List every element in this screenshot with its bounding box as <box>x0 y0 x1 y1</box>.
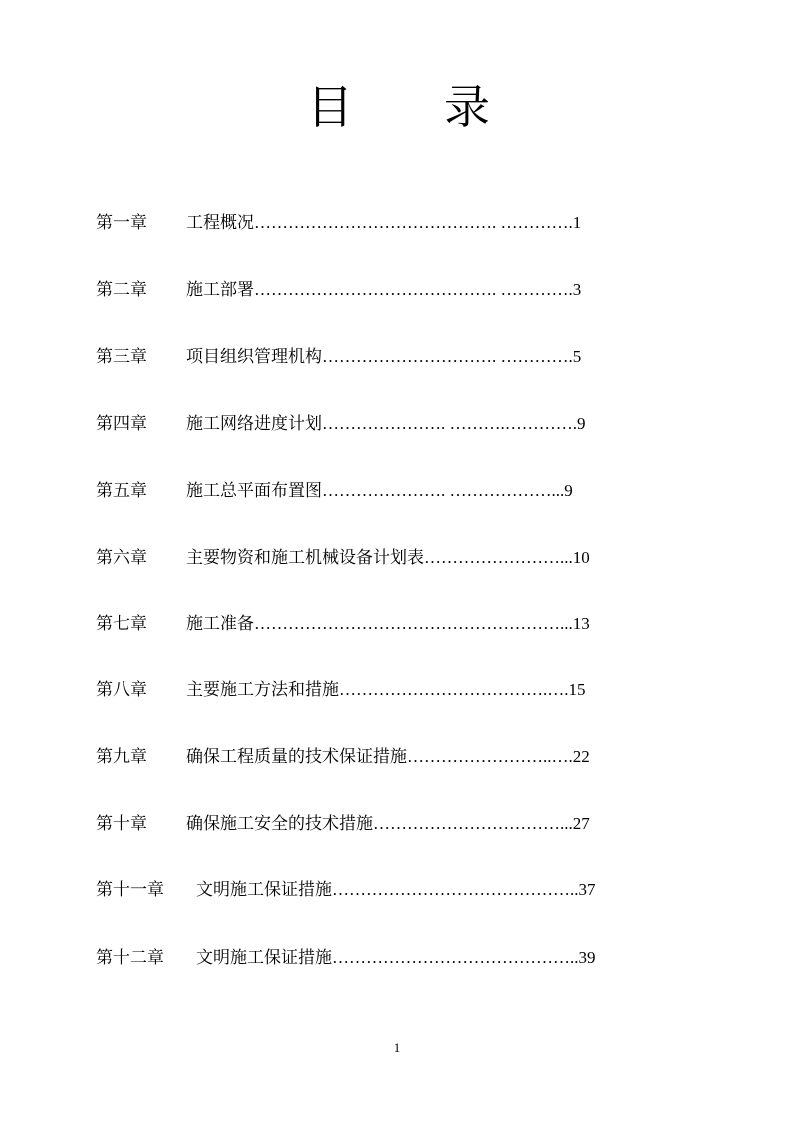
toc-leader-dots: ……………………………………. <box>332 948 575 967</box>
toc-entry-chapter-11[interactable] <box>96 877 596 903</box>
toc-page-number: .13 <box>568 614 590 633</box>
toc-entry-chapter-6[interactable] <box>96 545 590 571</box>
toc-entry-chapter-5[interactable] <box>96 478 573 504</box>
toc-leader-dots: ……………………………………………….. <box>254 614 569 633</box>
toc-title: 工程概况 <box>186 213 254 233</box>
toc-title: 施工准备 <box>186 614 254 634</box>
page-title-char-1: 目 <box>307 80 353 134</box>
toc-entry-chapter-3[interactable] <box>96 344 581 370</box>
toc-title: 文明施工保证措施 <box>196 880 332 900</box>
toc-title: 确保工程质量的技术保证措施 <box>186 747 407 767</box>
toc-title: 施工部署 <box>186 280 254 300</box>
toc-leader-dots: …………………………….. <box>373 814 569 833</box>
toc-page-number: .9 <box>572 414 586 433</box>
toc-entry-chapter-2[interactable] <box>96 277 581 303</box>
toc-chapter-label: 第五章 <box>96 481 147 501</box>
toc-chapter-label: 第十章 <box>96 814 147 834</box>
toc-page-number: .15 <box>564 680 586 699</box>
toc-entry-chapter-4[interactable] <box>96 411 586 437</box>
toc-page-number: .9 <box>560 481 573 500</box>
toc-chapter-label: 第二章 <box>96 280 147 300</box>
toc-chapter-label: 第十一章 <box>96 880 164 900</box>
toc-chapter-label: 第六章 <box>96 548 147 568</box>
toc-page-number: .27 <box>568 814 590 833</box>
toc-leader-dots: …………………….. <box>424 548 569 567</box>
toc-page-number: .39 <box>574 948 596 967</box>
toc-leader-dots: ……………………..… <box>407 747 569 766</box>
toc-entry-chapter-10[interactable] <box>96 811 590 837</box>
toc-chapter-label: 第三章 <box>96 347 147 367</box>
toc-entry-chapter-9[interactable] <box>96 744 590 770</box>
toc-entry-chapter-7[interactable] <box>96 611 590 637</box>
toc-page-number: .10 <box>568 548 590 567</box>
toc-chapter-label: 第九章 <box>96 747 147 767</box>
toc-page-number: .22 <box>568 747 590 766</box>
page-title <box>0 76 794 138</box>
toc-chapter-label: 第八章 <box>96 680 147 700</box>
toc-leader-dots: …………………. ……………….. <box>322 481 560 500</box>
toc-chapter-label: 第七章 <box>96 614 147 634</box>
toc-title: 文明施工保证措施 <box>196 948 332 968</box>
toc-leader-dots: …………………………. ………… <box>322 347 569 366</box>
toc-title: 项目组织管理机构 <box>186 347 322 367</box>
toc-title: 确保施工安全的技术措施 <box>186 814 373 834</box>
toc-page-number: .5 <box>568 347 582 366</box>
page-number: 1 <box>393 1040 401 1055</box>
toc-chapter-label: 第十二章 <box>96 948 164 968</box>
toc-page-number: .1 <box>568 213 582 232</box>
toc-chapter-label: 第一章 <box>96 213 147 233</box>
toc-chapter-label: 第四章 <box>96 414 147 434</box>
toc-entry-chapter-8[interactable] <box>96 677 586 703</box>
toc-title: 主要物资和施工机械设备计划表 <box>186 548 424 568</box>
toc-page-number: .37 <box>574 880 596 899</box>
toc-leader-dots: ……………………………………. ………… <box>254 280 569 299</box>
toc-title: 主要施工方法和措施 <box>186 680 339 700</box>
toc-title: 施工总平面布置图 <box>186 481 322 501</box>
toc-leader-dots: ……………………………….… <box>339 680 565 699</box>
page-title-char-2: 录 <box>444 80 490 134</box>
toc-entry-chapter-12[interactable] <box>96 945 596 971</box>
toc-title: 施工网络进度计划 <box>186 414 322 434</box>
toc-entry-chapter-1[interactable] <box>96 210 581 236</box>
toc-leader-dots: ……………………………………. ………… <box>254 213 569 232</box>
toc-page-number: .3 <box>568 280 582 299</box>
toc-leader-dots: ……………………………………. <box>332 880 575 899</box>
toc-leader-dots: …………………. ……….………… <box>322 414 573 433</box>
